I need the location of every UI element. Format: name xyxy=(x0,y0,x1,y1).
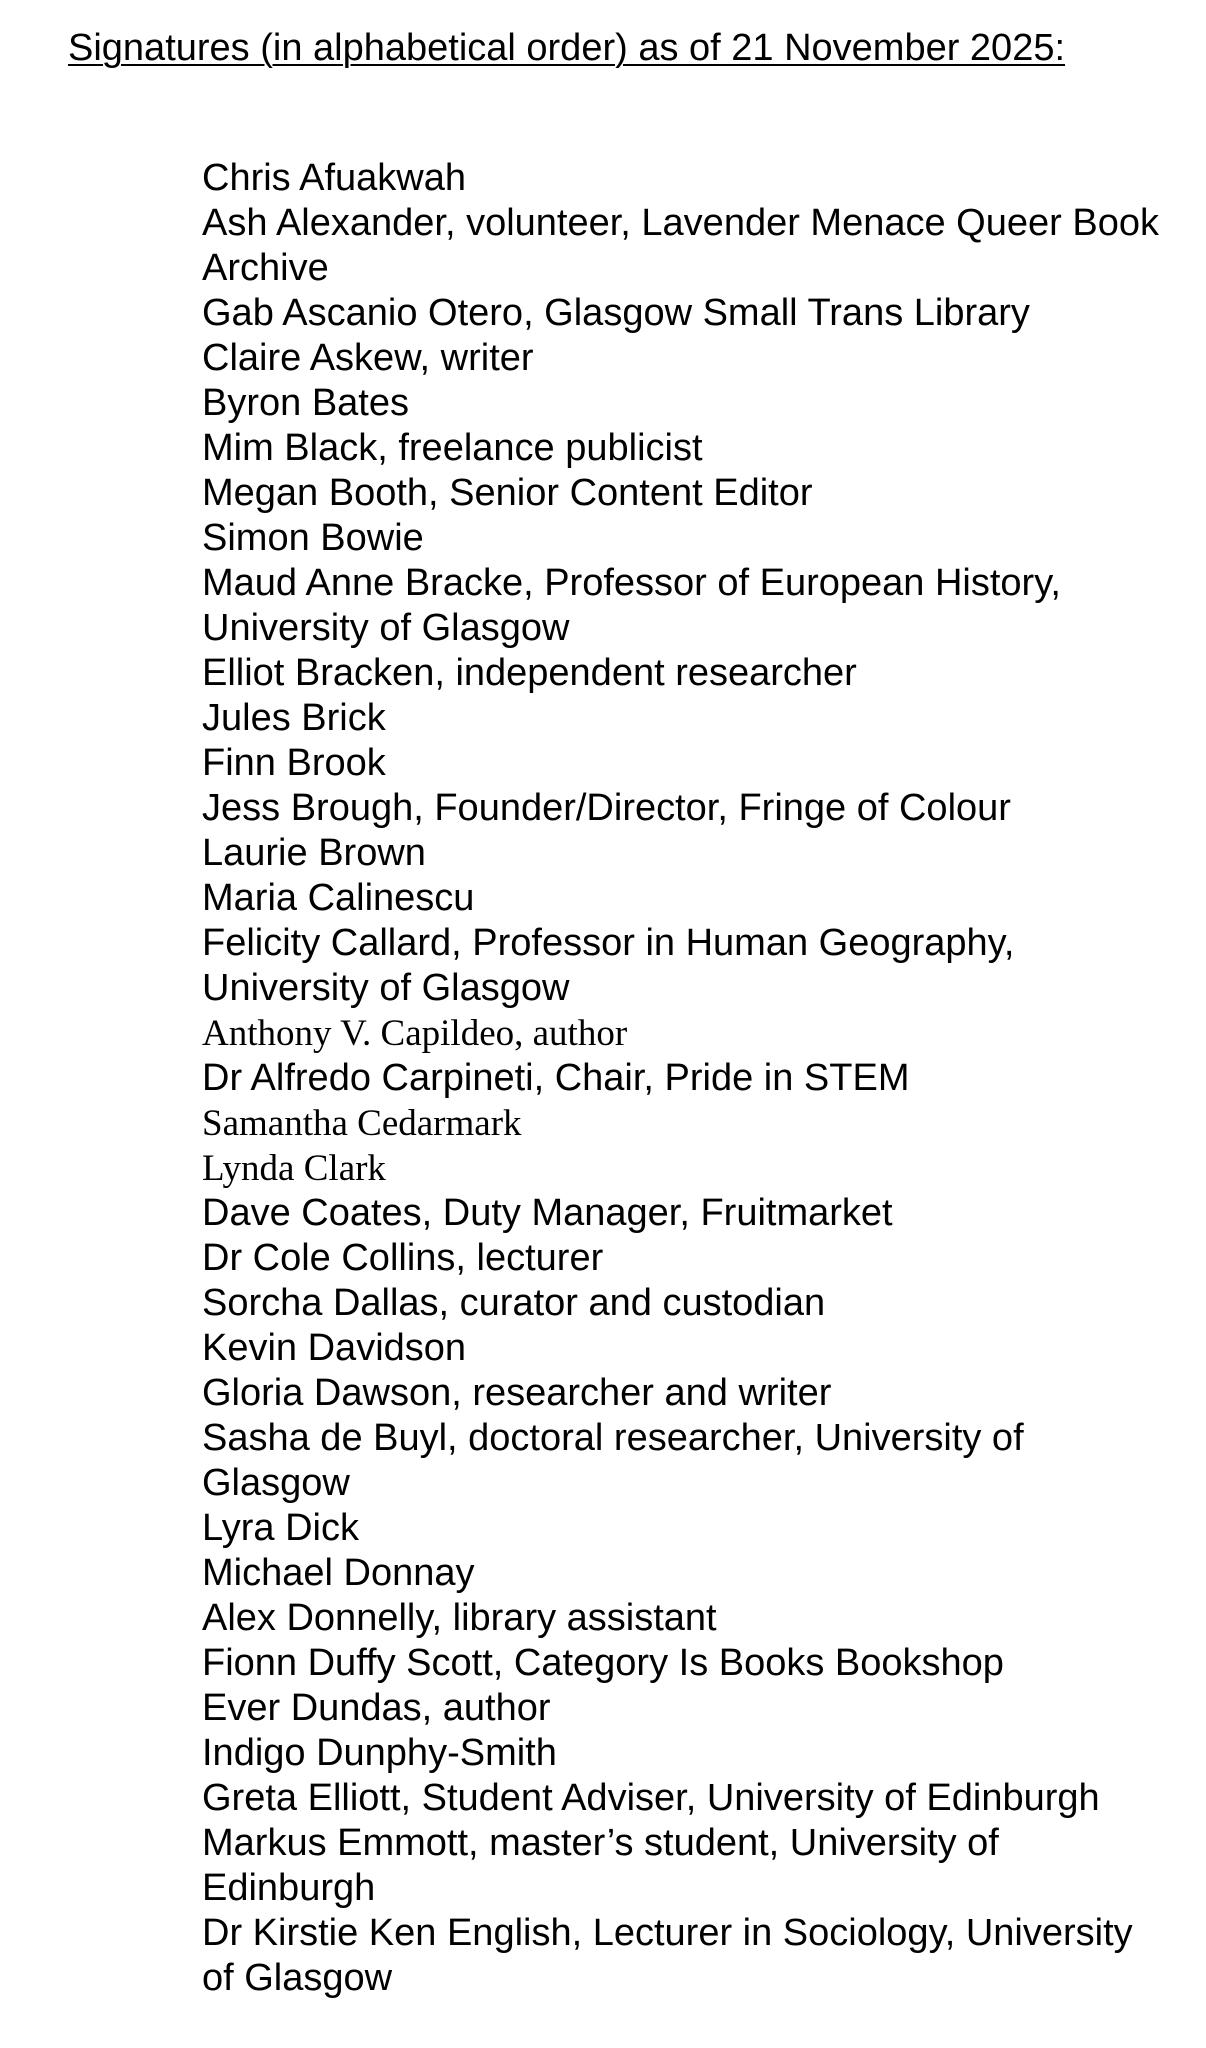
signatory-entry: Indigo Dunphy-Smith xyxy=(202,1732,557,1774)
signatory-entry: Mim Black, freelance publicist xyxy=(202,427,703,469)
signatory-entry: Ash Alexander, volunteer, Lavender Menace Queer Book Archive xyxy=(202,202,1159,289)
signatory-entry: Maud Anne Bracke, Professor of European History, University of Glasgow xyxy=(202,562,1061,649)
signatory-entry: Felicity Callard, Professor in Human Geography, University of Glasgow xyxy=(202,922,1015,1009)
signatory-entry: Gloria Dawson, researcher and writer xyxy=(202,1372,832,1414)
signatory-entry: Chris Afuakwah xyxy=(202,157,467,199)
signatory-entry: Jess Brough, Founder/Director, Fringe of Colour xyxy=(202,787,1011,829)
signatory-list xyxy=(202,156,1162,2001)
signatory-entry: Alex Donnelly, library assistant xyxy=(202,1597,717,1639)
signatory-entry: Anthony V. Capildeo, author xyxy=(202,1013,628,1054)
signatory-entry: Dr Cole Collins, lecturer xyxy=(202,1237,604,1279)
signatory-entry: Michael Donnay xyxy=(202,1552,475,1594)
signatory-entry: Kevin Davidson xyxy=(202,1327,467,1369)
signatory-entry: Samantha Cedarmark xyxy=(202,1103,522,1144)
signatory-entry: Simon Bowie xyxy=(202,517,424,559)
signatory-entry: Byron Bates xyxy=(202,382,409,424)
signatory-entry: Ever Dundas, author xyxy=(202,1687,551,1729)
signatory-entry: Laurie Brown xyxy=(202,832,426,874)
signatory-entry: Jules Brick xyxy=(202,697,386,739)
signatory-entry: Claire Askew, writer xyxy=(202,337,534,379)
signatory-entry: Dave Coates, Duty Manager, Fruitmarket xyxy=(202,1192,893,1234)
signatures-heading: Signatures (in alphabetical order) as of 21 November 2025: xyxy=(68,27,1066,69)
signatory-entry: Elliot Bracken, independent researcher xyxy=(202,652,857,694)
signatory-entry: Megan Booth, Senior Content Editor xyxy=(202,472,813,514)
signatory-entry: Gab Ascanio Otero, Glasgow Small Trans Library xyxy=(202,292,1030,334)
signatory-entry: Lyra Dick xyxy=(202,1507,359,1549)
signatory-entry: Dr Kirstie Ken English, Lecturer in Sociology, University of Glasgow xyxy=(202,1912,1133,1999)
signatory-entry: Lynda Clark xyxy=(202,1148,386,1189)
signatory-entry: Markus Emmott, master’s student, University of Edinburgh xyxy=(202,1822,999,1909)
signatory-entry: Greta Elliott, Student Adviser, University of Edinburgh xyxy=(202,1777,1100,1819)
signatory-entry: Fionn Duffy Scott, Category Is Books Bookshop xyxy=(202,1642,1004,1684)
signatory-entry: Maria Calinescu xyxy=(202,877,475,919)
signatory-entry: Finn Brook xyxy=(202,742,386,784)
signatory-entry: Sasha de Buyl, doctoral researcher, University of Glasgow xyxy=(202,1417,1024,1504)
signatory-entry: Sorcha Dallas, curator and custodian xyxy=(202,1282,826,1324)
signatory-entry: Dr Alfredo Carpineti, Chair, Pride in STEM xyxy=(202,1057,910,1099)
